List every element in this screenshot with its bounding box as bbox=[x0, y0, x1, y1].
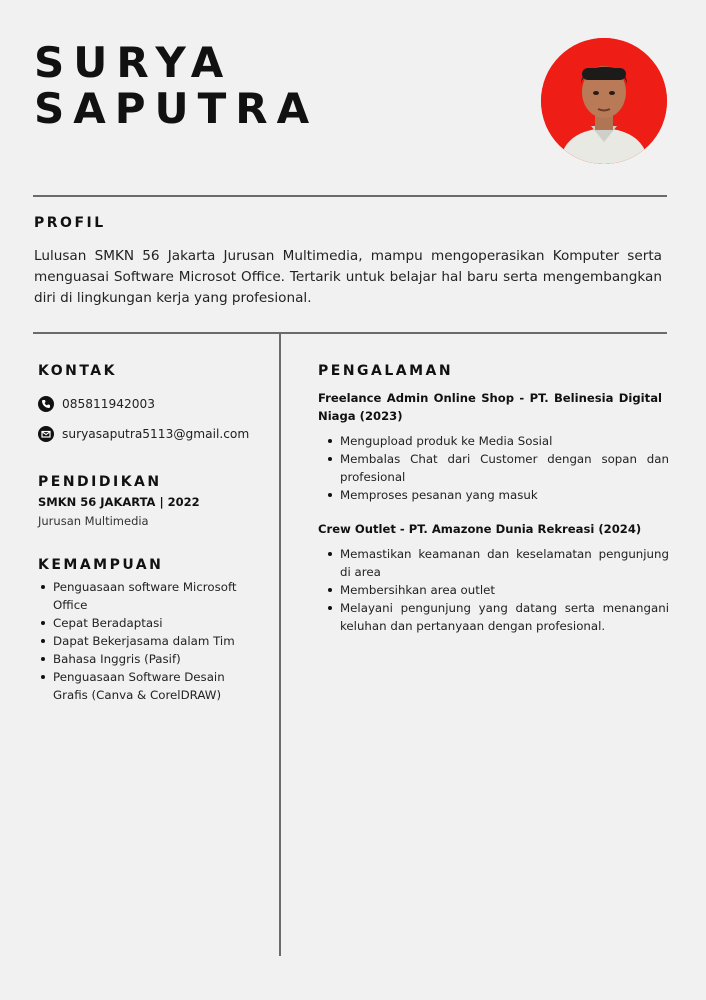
divider-top bbox=[33, 195, 667, 197]
contact-phone bbox=[38, 396, 155, 412]
profile-heading: PROFIL bbox=[34, 215, 106, 231]
phone-icon bbox=[38, 396, 54, 412]
job-duty: Membersihkan area outlet bbox=[325, 581, 669, 599]
experience-heading: PENGALAMAN bbox=[318, 363, 454, 379]
job-duty: Membalas Chat dari Customer dengan sopan dan profesional bbox=[325, 450, 669, 486]
job-duty: Mengupload produk ke Media Sosial bbox=[325, 432, 669, 450]
skill-item: Bahasa Inggris (Pasif) bbox=[38, 650, 253, 668]
email-icon bbox=[38, 426, 54, 442]
profile-photo bbox=[541, 38, 667, 164]
skill-item: Penguasaan software Microsoft Office bbox=[38, 578, 253, 614]
email-address: suryasaputra5113@gmail.com bbox=[62, 427, 250, 441]
profile-text: Lulusan SMKN 56 Jakarta Jurusan Multimedia, mampu mengoperasikan Komputer serta menguasai Software Microsot Office. Tertarik untuk belajar hal baru serta mengembangkan diri di lingkungan kerja yang profesional. bbox=[34, 248, 662, 306]
first-name: SURYA bbox=[34, 38, 233, 87]
last-name: SAPUTRA bbox=[34, 84, 319, 133]
person-portrait-icon bbox=[541, 38, 667, 164]
education-major: Jurusan Multimedia bbox=[38, 514, 149, 528]
skill-item: Dapat Bekerjasama dalam Tim bbox=[38, 632, 253, 650]
job-duty: Memproses pesanan yang masuk bbox=[325, 486, 669, 504]
phone-number: 085811942003 bbox=[62, 397, 156, 411]
job-duties-list bbox=[325, 432, 669, 504]
job-duties-list bbox=[325, 545, 669, 635]
education-school: SMKN 56 JAKARTA | 2022 bbox=[38, 495, 200, 509]
full-name bbox=[34, 40, 318, 132]
job-duty: Memastikan keamanan dan keselamatan pengunjung di area bbox=[325, 545, 669, 581]
education-heading: PENDIDIKAN bbox=[38, 474, 162, 490]
contact-email bbox=[38, 426, 249, 442]
divider-vertical bbox=[279, 334, 281, 956]
job-duty: Melayani pengunjung yang datang serta menangani keluhan dan pertanyaan dengan profesional. bbox=[325, 599, 669, 635]
skills-heading: KEMAMPUAN bbox=[38, 557, 164, 573]
skill-item: Penguasaan Software Desain Grafis (Canva & CorelDRAW) bbox=[38, 668, 253, 704]
divider-middle bbox=[33, 332, 667, 334]
skill-item: Cepat Beradaptasi bbox=[38, 614, 253, 632]
job-title: Freelance Admin Online Shop - PT. Belinesia Digital Niaga (2023) bbox=[318, 391, 662, 423]
contact-heading: KONTAK bbox=[38, 363, 117, 379]
skills-list bbox=[38, 578, 253, 704]
job-title: Crew Outlet - PT. Amazone Dunia Rekreasi (2024) bbox=[318, 522, 642, 536]
